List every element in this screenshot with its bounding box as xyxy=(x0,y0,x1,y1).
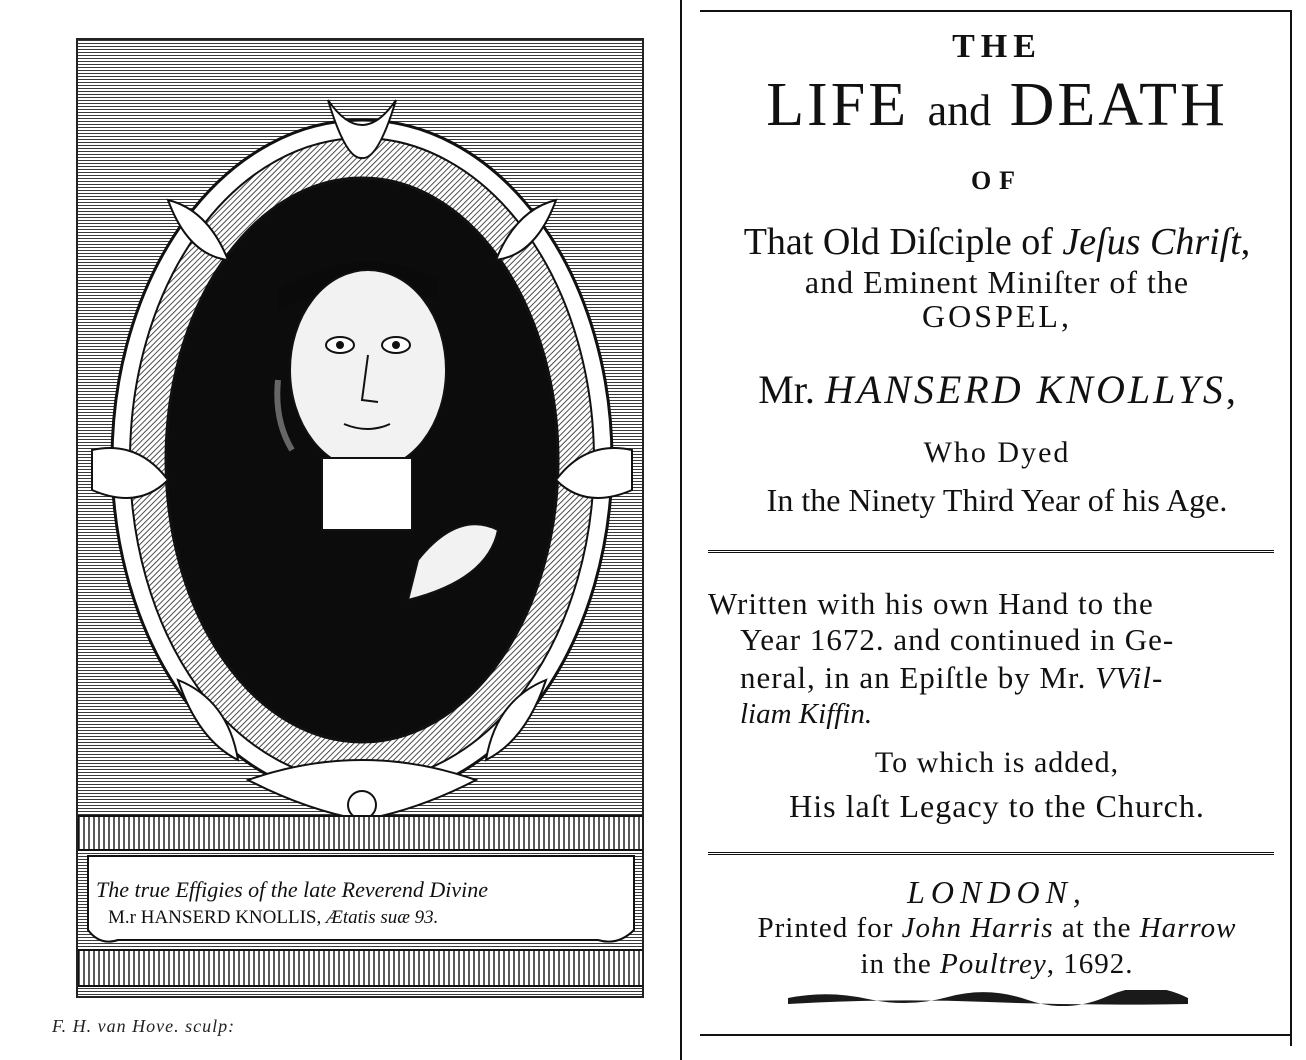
imprint-poultrey xyxy=(702,948,1292,981)
imprint-poultrey-prefix: in the xyxy=(860,948,940,980)
who-dyed: Who Dyed xyxy=(923,436,1071,469)
written-line-2: Year 1672. and continued in Ge- xyxy=(740,622,1175,657)
author-name-line xyxy=(702,366,1292,413)
subtitle-jesus-christ: Jeſus Chriſt xyxy=(1062,221,1241,263)
caption-name: M.r HANSERD KNOLLIS, xyxy=(108,907,326,928)
written-line-3 xyxy=(740,660,1276,696)
title-and: and xyxy=(927,86,992,135)
ink-smudge xyxy=(788,990,1188,1006)
author-name: HANSERD KNOLLYS xyxy=(824,367,1226,412)
imprint-printed-mid: at the xyxy=(1053,912,1140,944)
imprint-london: LONDON, xyxy=(907,874,1087,910)
title-page-frame-bottom xyxy=(700,1034,1292,1036)
title-page-frame-top xyxy=(700,10,1292,12)
subtitle-disciple xyxy=(702,220,1292,264)
written-line-4: liam Kiffin. xyxy=(740,698,873,730)
frontispiece-engraving xyxy=(76,38,644,998)
engraving-caption-line2 xyxy=(108,906,628,930)
written-line-3-prefix: neral, in an Epiſtle by Mr. xyxy=(740,660,1096,695)
title-life: LIFE xyxy=(766,71,928,139)
subtitle-gospel: GOSPEL, xyxy=(922,298,1072,334)
title-of: OF xyxy=(970,166,1024,195)
last-legacy: His laſt Legacy to the Church. xyxy=(789,788,1205,824)
divider-rule-2 xyxy=(708,852,1274,855)
divider-rule-1 xyxy=(708,550,1274,553)
imprint-printer-name: John Harris xyxy=(901,912,1054,944)
written-line-3-italic: VVil- xyxy=(1095,660,1164,695)
engraving-caption-line1: The true Effigies of the late Reverend Divine xyxy=(96,877,489,902)
subtitle-minister: and Eminent Miniſter of the xyxy=(804,264,1190,300)
title-death: DEATH xyxy=(991,71,1228,139)
title-life-and-death xyxy=(702,72,1292,144)
engraver-credit: F. H. van Hove. sculp: xyxy=(52,1016,236,1036)
imprint-poultrey-place: Poultrey xyxy=(939,948,1047,980)
subtitle-disciple-prefix: That Old Diſciple of xyxy=(743,221,1063,263)
book-gutter xyxy=(680,0,682,1060)
age-at-death: In the Ninety Third Year of his Age. xyxy=(766,482,1228,518)
written-line-1: Written with his own Hand to the xyxy=(708,586,1154,621)
imprint-printed-for xyxy=(702,912,1292,945)
imprint-shop-sign: Harrow xyxy=(1139,912,1237,944)
portrait-illustration xyxy=(78,40,644,998)
imprint-poultrey-year: , 1692. xyxy=(1046,948,1134,980)
author-title: Mr. xyxy=(758,367,825,412)
title-the: THE xyxy=(952,28,1042,65)
author-name-suffix: , xyxy=(1225,367,1236,412)
to-which-is-added: To which is added, xyxy=(874,746,1120,779)
subtitle-disciple-suffix: , xyxy=(1240,221,1251,263)
imprint-printed-prefix: Printed for xyxy=(757,912,902,944)
caption-age: Ætatis suæ 93. xyxy=(325,907,439,928)
